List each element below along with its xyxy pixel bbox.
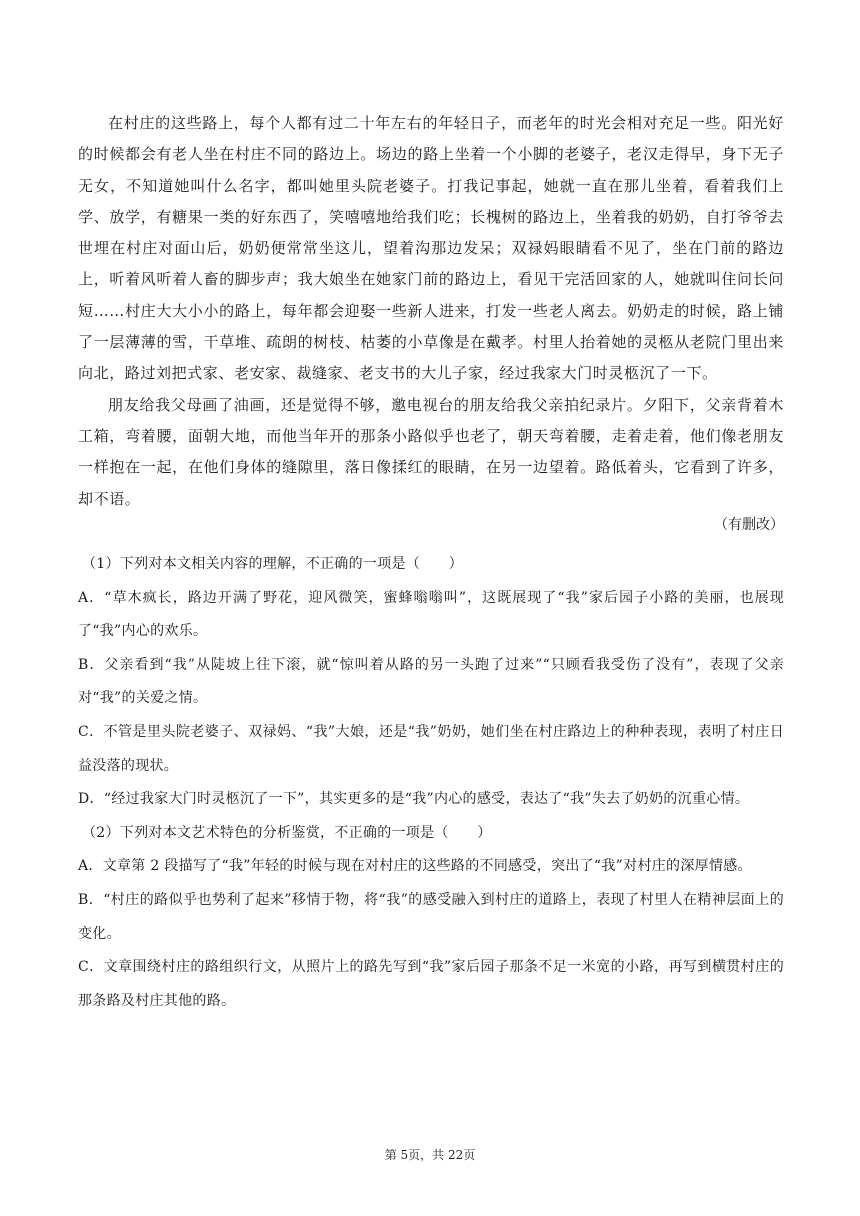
reading-passage — [78, 108, 784, 515]
question-1-option-d: D．“经过我家大门时灵柩沉了一下”，其实更多的是“我”内心的感受，表达了“我”失去了奶奶的沉重心情。 — [78, 791, 750, 808]
question-2-stem: （2）下列对本文艺术特色的分析鉴赏，不正确的一项是（ ） — [82, 824, 492, 841]
question-1-stem: （1）下列对本文相关内容的理解，不正确的一项是（ ） — [82, 556, 464, 572]
source-note: （有删改） — [714, 517, 784, 533]
question-2-option-c: C．文章围绕村庄的路组织行文，从照片上的路先写到“我”家后园子那条不足一米宽的小路，再写到横贯村庄的那条路及村庄其他的路。 — [78, 959, 784, 1009]
question-2 — [78, 817, 784, 1019]
question-list — [78, 548, 784, 1018]
question-1-option-b: B．父亲看到“我”从陡坡上往下滚，就“惊叫着从路的另一头跑了过来”“只顾看我受伤了没有”，表现了父亲对“我”的关爱之情。 — [78, 656, 784, 707]
question-1 — [78, 548, 784, 817]
question-2-option-b: B．“村庄的路似乎也势利了起来”移情于物，将“我”的感受融入到村庄的道路上，表现了村里人在精神层面上的变化。 — [78, 891, 784, 942]
passage-paragraph-1: 在村庄的这些路上，每个人都有过二十年左右的年轻日子，而老年的时光会相对充足一些。阳光好的时候都会有老人坐在村庄不同的路边上。场边的路上坐着一个小脚的老婆子，老汉走得早，身下无子无女，不知道她叫什么名字，都叫她里头院老婆子。打我记事起，她就一直在那儿坐着，看着我们上学、放学，有糖果一类的好东西了，笑嘻嘻地给我们吃；长槐树的路边上，坐着我的奶奶，自打爷爷去世埋在村庄对面山后，奶奶便常常坐这儿，望着沟那边发呆；双禄妈眼睛看不见了，坐在门前的路边上，听着风听着人畜的脚步声；我大娘坐在她家门前的路边上，看见干完活回家的人，她就叫住问长问短……村庄大大小小的路上，每年都会迎娶一些新人进来，打发一些老人离去。奶奶走的时候，路上铺了一层薄薄的雪，干草堆、疏朗的树枝、枯萎的小草像是在戴孝。村里人抬着她的灵柩从老院门里出来向北，路过刘把式家、老安家、裁缝家、老支书的大儿子家，经过我家大门时灵柩沉了一下。 — [78, 114, 784, 383]
question-1-option-a: A．“草木疯长，路边开满了野花，迎风微笑，蜜蜂嗡嗡叫”，这既展现了“我”家后园子小路的美丽，也展现了“我”内心的欢乐。 — [78, 589, 784, 640]
passage-paragraph-2: 朋友给我父母画了油画，还是觉得不够，邀电视台的朋友给我父亲拍纪录片。夕阳下，父亲背着木工箱，弯着腰，面朝大地，而他当年开的那条小路似乎也老了，朝天弯着腰，走着走着，他们像老朋友一样抱在一起，在他们身体的缝隙里，落日像揉红的眼睛，在另一边望着。路低着头，它看到了许多，却不语。 — [78, 395, 784, 508]
page-footer: 第 5页，共 22页 — [384, 1148, 476, 1162]
question-2-option-a: A．文章第 2 段描写了“我”年轻的时候与现在对村庄的这些路的不同感受，突出了“我”对村庄的深厚情感。 — [78, 858, 752, 875]
question-1-option-c: C．不管是里头院老婆子、双禄妈、“我”大娘，还是“我”奶奶，她们坐在村庄路边上的种种表现，表明了村庄日益没落的现状。 — [78, 723, 784, 774]
